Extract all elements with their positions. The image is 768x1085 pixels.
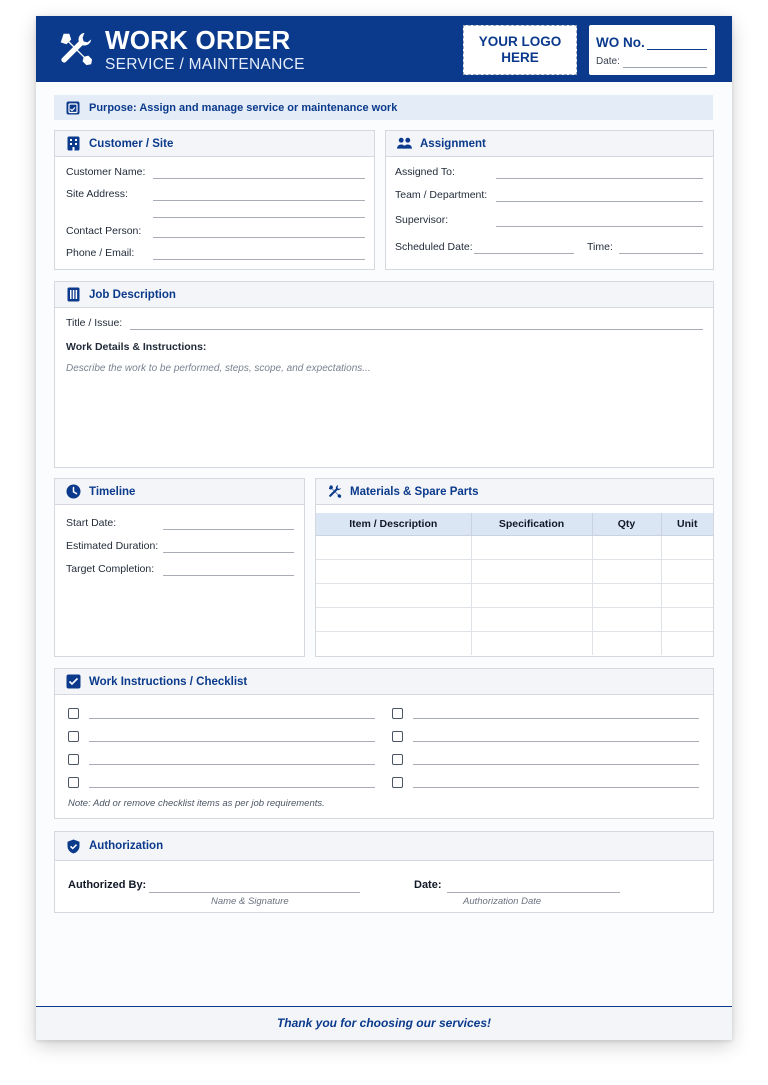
- footer-divider: [36, 1006, 732, 1007]
- checklist-checkbox[interactable]: [68, 731, 79, 742]
- authorized-by-label: Authorized By:: [68, 879, 147, 891]
- table-cell[interactable]: [592, 631, 661, 655]
- authorization-title: Authorization: [89, 840, 164, 852]
- authorization-date-caption: Authorization Date: [463, 896, 542, 907]
- phone-email-field[interactable]: [153, 259, 365, 260]
- authorization-header: [55, 832, 713, 861]
- table-cell[interactable]: [661, 583, 713, 607]
- wo-date-field[interactable]: [623, 67, 707, 68]
- purpose-band: [54, 95, 713, 120]
- clipboard-icon: [66, 101, 80, 115]
- table-cell[interactable]: [316, 607, 471, 631]
- purpose-text: Purpose: Assign and manage service or maintenance work: [89, 101, 398, 114]
- checkbox-checked-icon: [66, 674, 81, 689]
- checklist-item-field[interactable]: [89, 741, 375, 742]
- customer-site-section: [54, 130, 375, 270]
- wo-number-field[interactable]: [647, 49, 707, 50]
- checklist-note: Note: Add or remove checklist items as per job requirements.: [68, 798, 325, 809]
- table-cell[interactable]: [592, 535, 661, 559]
- checklist-item-field[interactable]: [413, 787, 699, 788]
- table-row: [316, 535, 713, 559]
- wo-date-label: Date:: [596, 56, 620, 67]
- title-issue-field[interactable]: [130, 329, 703, 330]
- authorized-by-caption: Name & Signature: [211, 896, 289, 907]
- footer-thank-you: Thank you for choosing our services!: [276, 1016, 492, 1030]
- estimated-duration-label: Estimated Duration:: [66, 540, 159, 552]
- tools-icon: [327, 484, 342, 499]
- table-cell[interactable]: [471, 607, 592, 631]
- work-details-textarea[interactable]: Describe the work to be performed, steps, scope, and expectations...: [66, 363, 371, 374]
- materials-table-header: [316, 513, 713, 535]
- checklist-item-field[interactable]: [413, 741, 699, 742]
- table-row: [316, 583, 713, 607]
- contact-person-label: Contact Person:: [66, 225, 142, 237]
- table-cell[interactable]: [471, 583, 592, 607]
- table-row: [316, 607, 713, 631]
- checklist-item-field[interactable]: [413, 718, 699, 719]
- assignment-section: [385, 130, 714, 270]
- supervisor-field[interactable]: [496, 226, 703, 227]
- job-description-section: [54, 281, 714, 468]
- column-header: Item / Description: [316, 513, 471, 535]
- column-header: Specification: [471, 513, 592, 535]
- assigned-to-label: Assigned To:: [395, 166, 455, 178]
- checklist-title: Work Instructions / Checklist: [89, 675, 248, 688]
- table-row: [316, 631, 713, 655]
- logo-placeholder[interactable]: [463, 25, 577, 75]
- work-order-sheet: [36, 16, 732, 1040]
- wo-number-label: WO No.: [596, 35, 645, 50]
- assignment-title: Assignment: [420, 137, 486, 150]
- contact-person-field[interactable]: [153, 237, 365, 238]
- customer-site-title: Customer / Site: [89, 137, 174, 150]
- table-cell[interactable]: [316, 559, 471, 583]
- assigned-to-field[interactable]: [496, 178, 703, 179]
- team-department-field[interactable]: [496, 201, 703, 202]
- materials-header: [316, 479, 713, 505]
- time-label: Time:: [587, 241, 613, 253]
- site-address-label: Site Address:: [66, 188, 128, 200]
- checklist-checkbox[interactable]: [68, 777, 79, 788]
- materials-table: [316, 513, 713, 655]
- start-date-field[interactable]: [163, 529, 294, 530]
- wo-number-box: [589, 25, 715, 75]
- team-icon: [397, 136, 412, 151]
- table-cell[interactable]: [316, 535, 471, 559]
- logo-line-1: YOUR LOGO: [478, 34, 562, 49]
- checklist-checkbox[interactable]: [392, 708, 403, 719]
- timeline-section: [54, 478, 305, 657]
- clock-icon: [66, 484, 81, 499]
- checklist-checkbox[interactable]: [68, 754, 79, 765]
- materials-section: [315, 478, 714, 657]
- estimated-duration-field[interactable]: [163, 552, 294, 553]
- scheduled-date-label: Scheduled Date:: [395, 241, 473, 253]
- supervisor-label: Supervisor:: [395, 214, 449, 226]
- phone-email-label: Phone / Email:: [66, 247, 135, 259]
- table-cell[interactable]: [592, 559, 661, 583]
- column-header: Unit: [661, 513, 713, 535]
- table-cell[interactable]: [471, 559, 592, 583]
- checklist-checkbox[interactable]: [392, 731, 403, 742]
- checklist-checkbox[interactable]: [68, 708, 79, 719]
- customer-name-field[interactable]: [153, 178, 365, 179]
- tools-icon: [56, 30, 94, 68]
- document-title: WORK ORDER: [105, 25, 291, 55]
- logo-line-2: HERE: [501, 50, 539, 65]
- timeline-title: Timeline: [89, 485, 136, 498]
- target-completion-field[interactable]: [163, 575, 294, 576]
- table-cell[interactable]: [661, 559, 713, 583]
- authorization-section: [54, 831, 714, 913]
- building-icon: [66, 136, 81, 151]
- table-cell[interactable]: [661, 631, 713, 655]
- assignment-header: [386, 131, 713, 157]
- table-cell[interactable]: [316, 631, 471, 655]
- materials-title: Materials & Spare Parts: [350, 485, 479, 498]
- start-date-label: Start Date:: [66, 517, 117, 529]
- timeline-header: [55, 479, 304, 505]
- checklist-section: [54, 668, 714, 819]
- document-list-icon: [66, 287, 81, 302]
- checklist-checkbox[interactable]: [392, 754, 403, 765]
- customer-site-header: [55, 131, 374, 157]
- scheduled-date-field[interactable]: [474, 253, 574, 254]
- table-cell[interactable]: [661, 607, 713, 631]
- table-row: [316, 559, 713, 583]
- job-description-header: [55, 282, 713, 308]
- header-banner: [36, 16, 732, 82]
- job-description-title: Job Description: [89, 288, 176, 301]
- target-completion-label: Target Completion:: [66, 563, 155, 575]
- team-department-label: Team / Department:: [395, 189, 488, 201]
- checklist-item-field[interactable]: [89, 764, 375, 765]
- checklist-item-field[interactable]: [413, 764, 699, 765]
- shield-check-icon: [66, 839, 81, 854]
- checklist-checkbox[interactable]: [392, 777, 403, 788]
- authorization-date-label: Date:: [414, 879, 442, 891]
- table-cell[interactable]: [471, 535, 592, 559]
- table-cell[interactable]: [592, 607, 661, 631]
- checklist-header: [55, 669, 713, 695]
- authorization-date-field[interactable]: [447, 892, 620, 893]
- checklist-item-field[interactable]: [89, 787, 375, 788]
- work-details-label: Work Details & Instructions:: [66, 341, 207, 353]
- table-cell[interactable]: [316, 583, 471, 607]
- site-address-field-line1[interactable]: [153, 200, 365, 201]
- site-address-field-line2[interactable]: [153, 217, 365, 218]
- title-issue-label: Title / Issue:: [66, 317, 123, 329]
- authorized-by-field[interactable]: [149, 892, 360, 893]
- time-field[interactable]: [619, 253, 703, 254]
- table-cell[interactable]: [661, 535, 713, 559]
- column-header: Qty: [592, 513, 661, 535]
- checklist-item-field[interactable]: [89, 718, 375, 719]
- table-cell[interactable]: [471, 631, 592, 655]
- table-cell[interactable]: [592, 583, 661, 607]
- customer-name-label: Customer Name:: [66, 166, 146, 178]
- document-subtitle: SERVICE / MAINTENANCE: [105, 56, 305, 73]
